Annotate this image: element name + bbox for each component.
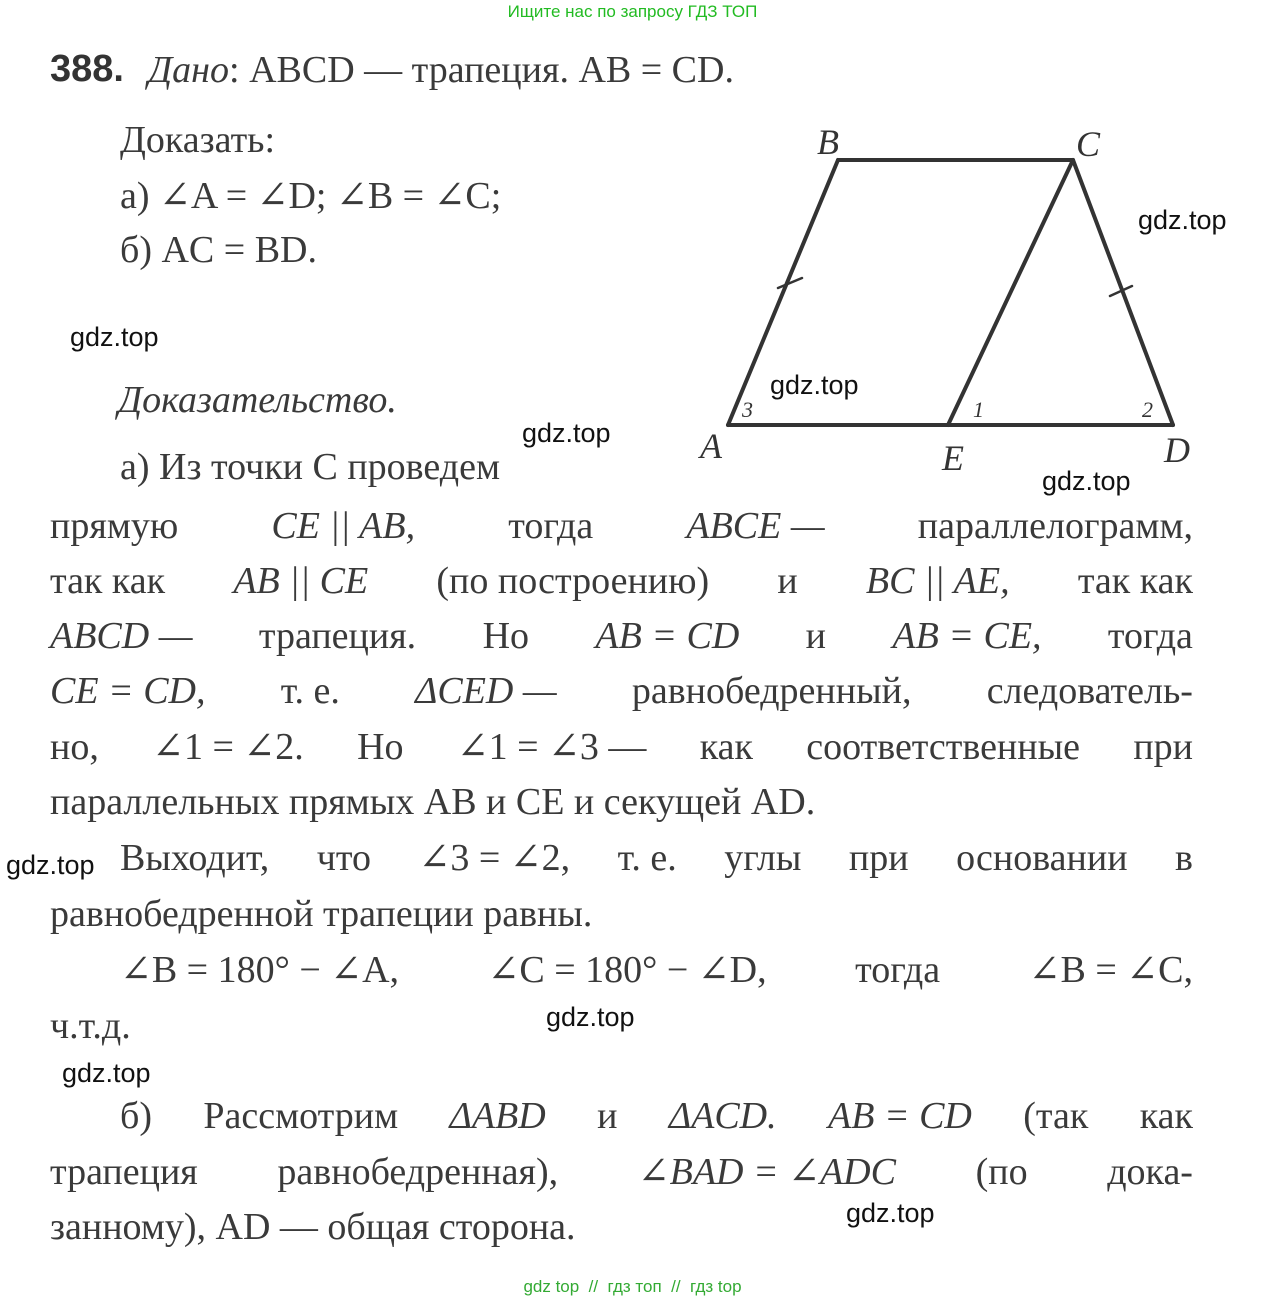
word: и bbox=[777, 560, 798, 602]
label-c: C bbox=[1076, 124, 1101, 164]
body-line-12 bbox=[50, 1144, 1193, 1200]
word: т. е. bbox=[280, 670, 340, 712]
word: т. е. bbox=[617, 837, 677, 879]
body-line-6 bbox=[50, 774, 1193, 830]
word: Рассмотрим bbox=[203, 1095, 399, 1137]
word: ч.т.д. bbox=[50, 1005, 131, 1047]
word: в bbox=[1175, 837, 1193, 879]
watermark: gdz.top bbox=[522, 418, 611, 448]
word: ∠3 = ∠2, bbox=[418, 837, 571, 879]
top-banner: Ищите нас по запросу ГДЗ ТОП bbox=[507, 2, 758, 21]
body-line-7 bbox=[120, 830, 1193, 886]
word: ABCE — bbox=[686, 505, 825, 547]
word: следователь- bbox=[986, 670, 1193, 712]
segment-ce bbox=[948, 160, 1073, 425]
word: тогда bbox=[855, 949, 941, 991]
word: ∠1 = ∠2. bbox=[152, 726, 304, 768]
word: ΔABD bbox=[449, 1095, 546, 1137]
watermark: gdz.top bbox=[6, 850, 95, 880]
angle-2-label: 2 bbox=[1142, 397, 1153, 422]
word: BC || AE, bbox=[865, 560, 1010, 602]
watermark: gdz.top bbox=[770, 370, 859, 400]
word: основании bbox=[956, 837, 1128, 879]
word: AB = CD bbox=[828, 1095, 972, 1137]
word: Выходит, bbox=[120, 837, 270, 879]
watermark: gdz.top bbox=[1138, 205, 1227, 235]
word: AB = CE, bbox=[892, 615, 1042, 657]
word: как bbox=[1139, 1095, 1193, 1137]
word: при bbox=[848, 837, 909, 879]
angle-3-label: 3 bbox=[742, 397, 753, 422]
word: Но bbox=[357, 726, 404, 768]
proof-start: а) Из точки C проведем bbox=[120, 446, 501, 488]
word: ∠B = ∠C, bbox=[1028, 949, 1193, 991]
word: (по bbox=[975, 1151, 1028, 1193]
given-label: Дано bbox=[148, 49, 230, 91]
body-line-1 bbox=[50, 498, 1193, 554]
word: ∠1 = ∠3 — bbox=[456, 726, 647, 768]
word: как bbox=[699, 726, 753, 768]
word: равнобедренный, bbox=[631, 670, 912, 712]
word: дока- bbox=[1107, 1151, 1193, 1193]
trapezoid-figure bbox=[690, 120, 1230, 480]
word: но, bbox=[50, 726, 99, 768]
word: так как bbox=[1077, 560, 1193, 602]
watermark: gdz.top bbox=[70, 322, 159, 352]
word: ABCD — bbox=[50, 615, 193, 657]
watermark: gdz.top bbox=[62, 1058, 151, 1088]
word: углы bbox=[724, 837, 802, 879]
word: ΔCED — bbox=[415, 670, 557, 712]
word: ∠BAD = ∠ADC bbox=[637, 1151, 896, 1193]
label-b: B bbox=[817, 122, 839, 162]
body-line-3 bbox=[50, 608, 1193, 664]
word: что bbox=[316, 837, 371, 879]
word: ΔACD. bbox=[668, 1095, 777, 1137]
word: трапеция. bbox=[258, 615, 417, 657]
word: при bbox=[1133, 726, 1193, 768]
watermark: gdz.top bbox=[846, 1198, 935, 1228]
word: прямую bbox=[50, 505, 179, 547]
side-cd bbox=[1073, 160, 1173, 425]
word: равнобедренной трапеции равны. bbox=[50, 893, 593, 935]
word: трапеция bbox=[50, 1151, 198, 1193]
body-line-2 bbox=[50, 553, 1193, 609]
word: и bbox=[805, 615, 827, 657]
word: занному), AD — общая сторона. bbox=[50, 1206, 576, 1248]
watermark: gdz.top bbox=[546, 1002, 635, 1032]
footer-links: gdz top // гдз топ // гдз top bbox=[523, 1277, 742, 1296]
body-line-4 bbox=[50, 663, 1193, 719]
label-d: D bbox=[1164, 430, 1190, 470]
word: тогда bbox=[508, 505, 594, 547]
proof-title: Доказательство. bbox=[118, 379, 397, 421]
word: Но bbox=[482, 615, 530, 657]
word: равнобедренная), bbox=[277, 1151, 559, 1193]
word: параллельных прямых AB и CE и секущей AD. bbox=[50, 781, 816, 823]
watermark: gdz.top bbox=[1042, 466, 1131, 496]
word: б) bbox=[120, 1095, 152, 1137]
word: AB = CD bbox=[595, 615, 740, 657]
word: (по построению) bbox=[436, 560, 710, 602]
word: AB || CE bbox=[233, 560, 369, 602]
word: тогда bbox=[1107, 615, 1193, 657]
angle-1-label: 1 bbox=[973, 397, 984, 422]
prove-title: Доказать: bbox=[120, 119, 276, 161]
body-line-8 bbox=[50, 886, 1193, 942]
word: CE = CD, bbox=[50, 670, 206, 712]
word: ∠B = 180° − ∠A, bbox=[120, 949, 400, 991]
body-line-11 bbox=[120, 1088, 1193, 1144]
given-text: : ABCD — трапеция. AB = CD. bbox=[229, 49, 734, 91]
problem-number: 388. bbox=[50, 48, 124, 90]
body-line-13 bbox=[50, 1199, 1193, 1255]
prove-b: б) AC = BD. bbox=[120, 229, 317, 271]
word: соответственные bbox=[806, 726, 1081, 768]
word: CE || AB, bbox=[271, 505, 416, 547]
word: и bbox=[597, 1095, 618, 1137]
given-line bbox=[148, 48, 734, 92]
label-e: E bbox=[942, 438, 964, 478]
label-a: A bbox=[700, 426, 722, 466]
prove-a: а) ∠A = ∠D; ∠B = ∠C; bbox=[120, 175, 502, 217]
word: ∠C = 180° − ∠D, bbox=[487, 949, 767, 991]
body-line-9 bbox=[120, 942, 1193, 998]
word: (так bbox=[1023, 1095, 1089, 1137]
word: так как bbox=[50, 560, 166, 602]
body-line-5 bbox=[50, 719, 1193, 775]
word: параллелограмм, bbox=[917, 505, 1193, 547]
